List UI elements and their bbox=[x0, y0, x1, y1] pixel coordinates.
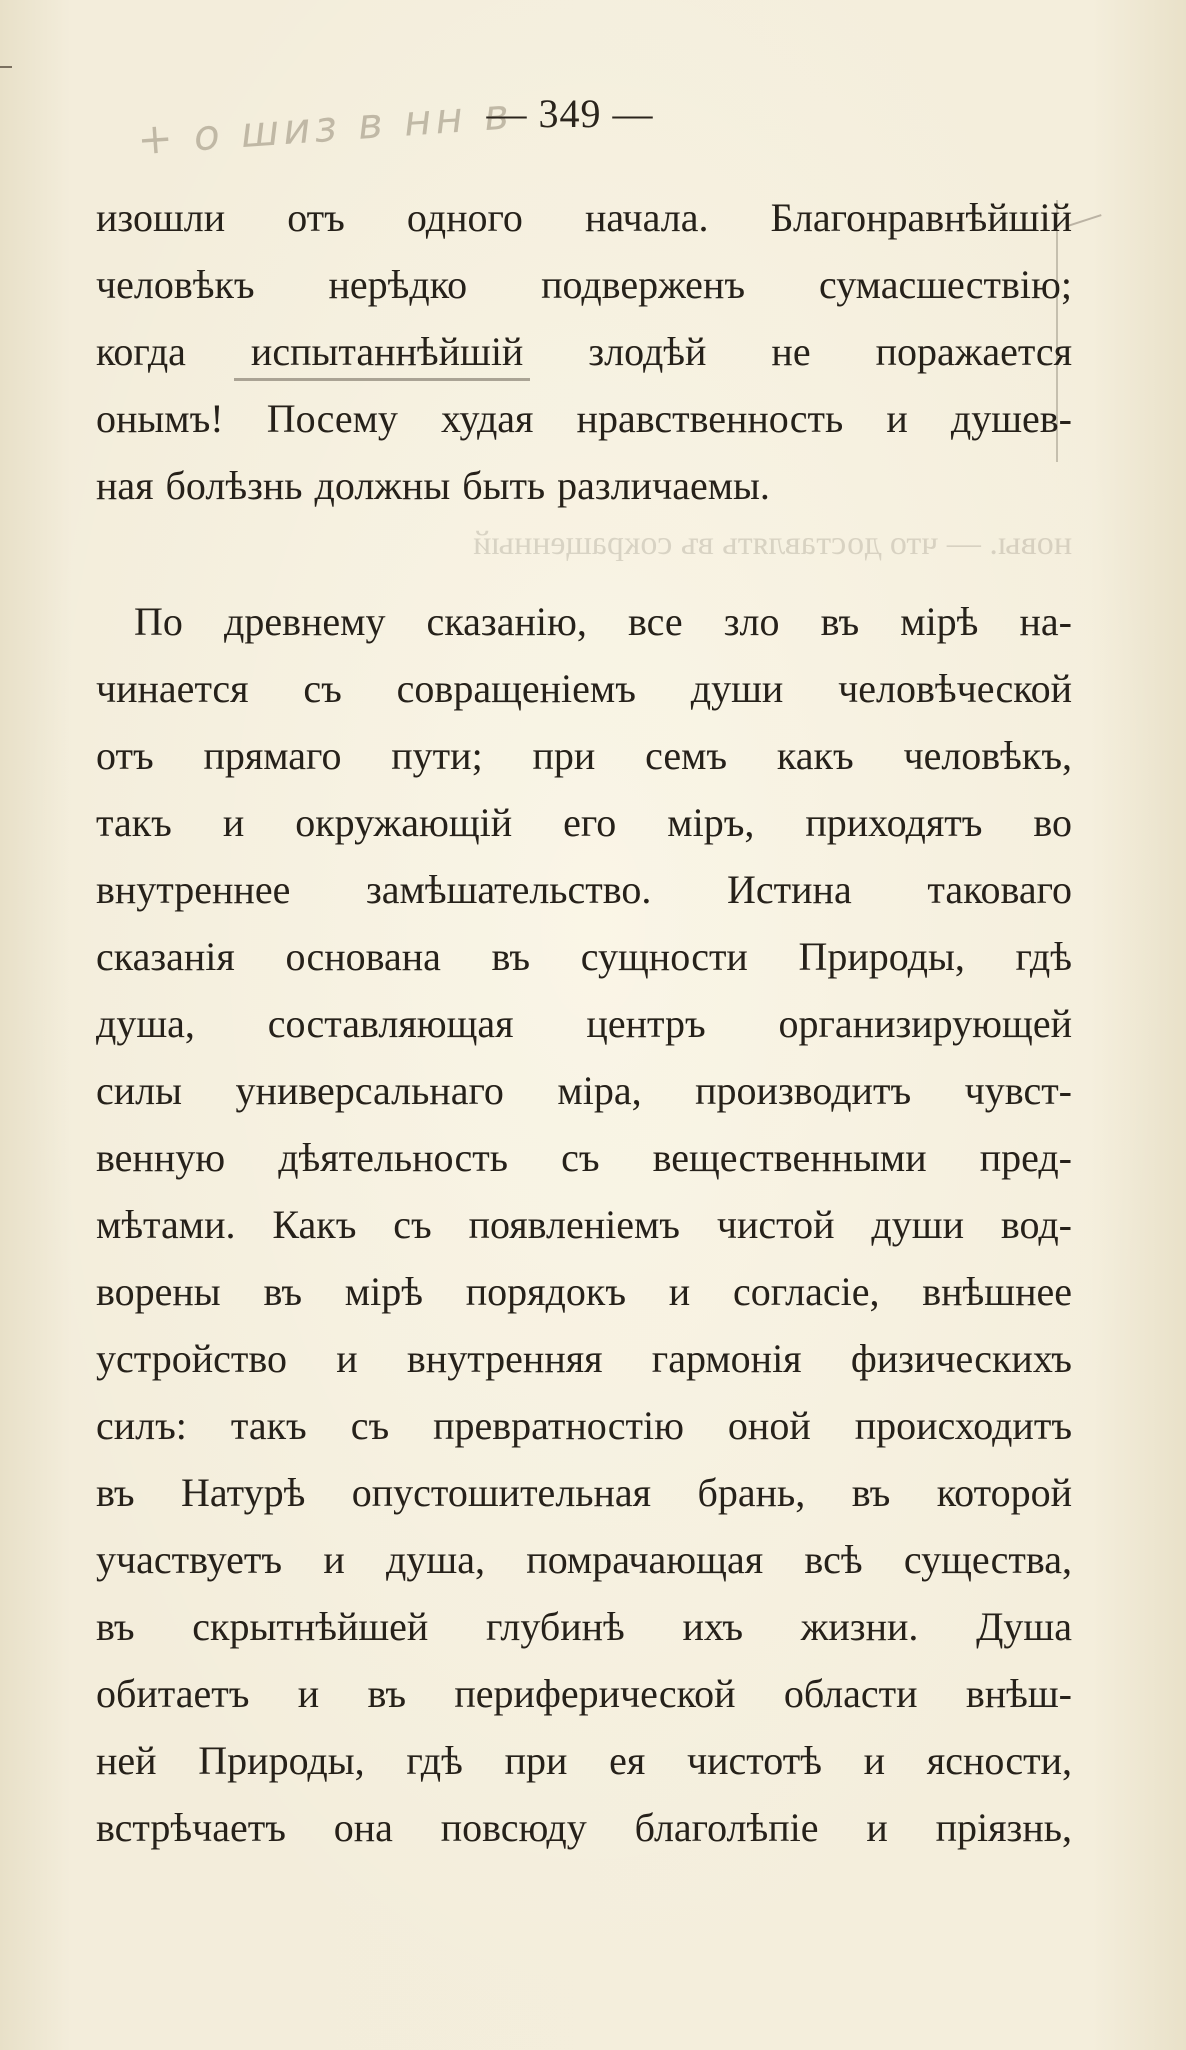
handwritten-note: + о шиз в нн в bbox=[135, 89, 515, 165]
text-line: душа, составляющая центръ организирующей bbox=[96, 1001, 1072, 1046]
edge-mark bbox=[0, 66, 12, 68]
text-line: сказанія основана въ сущности Природы, гдѣ bbox=[96, 934, 1072, 979]
text-line: изошли отъ одного начала. Благонравнѣйшій bbox=[96, 195, 1072, 240]
text-line: встрѣчаетъ она повсюду благолѣпіе и пріязнь, bbox=[96, 1805, 1072, 1850]
text-line: ворены въ мірѣ порядокъ и согласіе, внѣшнее bbox=[96, 1269, 1072, 1314]
text-line: въ Натурѣ опустошительная брань, въ которой bbox=[96, 1470, 1072, 1515]
text-line: ная болѣзнь должны быть различаемы. bbox=[96, 463, 770, 508]
text-line: мѣтами. Какъ съ появленіемъ чистой души вод- bbox=[96, 1202, 1072, 1247]
text-line: венную дѣятельность съ вещественными пред- bbox=[96, 1135, 1072, 1180]
text-line: силы универсальнаго міра, производитъ чувст- bbox=[96, 1068, 1072, 1113]
text-line: отъ прямаго пути; при семъ какъ человѣкъ, bbox=[96, 733, 1072, 778]
text-line: устройство и внутренняя гармонія физическихъ bbox=[96, 1336, 1072, 1381]
text-line: участвуетъ и душа, помрачающая всѣ существа, bbox=[96, 1537, 1072, 1582]
text-line: силъ: такъ съ превратностію оной происходитъ bbox=[96, 1403, 1072, 1448]
text-line: По древнему сказанію, все зло въ мірѣ на- bbox=[134, 599, 1072, 644]
page-number: — 349 — bbox=[486, 91, 654, 136]
text-line: обитаетъ и въ периферической области внѣш- bbox=[96, 1671, 1072, 1716]
text-line: онымъ! Посему худая нравственность и душев- bbox=[96, 396, 1072, 441]
text-line: человѣкъ нерѣдко подверженъ сумасшествію; bbox=[96, 262, 1072, 307]
text-line: въ скрытнѣйшей глубинѣ ихъ жизни. Душа bbox=[96, 1604, 1072, 1649]
show-through-text: новы. — что доставлять въ сокращенный bbox=[473, 525, 1072, 562]
text-line: ней Природы, гдѣ при ея чистотѣ и ясности, bbox=[96, 1738, 1072, 1783]
text-line: такъ и окружающій его міръ, приходятъ во bbox=[96, 800, 1072, 845]
text-line: внутреннее замѣшательство. Истина таковаго bbox=[96, 867, 1072, 912]
paragraph-2 bbox=[96, 588, 1072, 1861]
text-line: когда испытаннѣйшій злодѣй не поражается bbox=[96, 329, 1072, 374]
paragraph-1 bbox=[96, 184, 1072, 519]
pencil-underline bbox=[234, 378, 530, 381]
text-line: чинается съ совращеніемъ души человѣческой bbox=[96, 666, 1072, 711]
